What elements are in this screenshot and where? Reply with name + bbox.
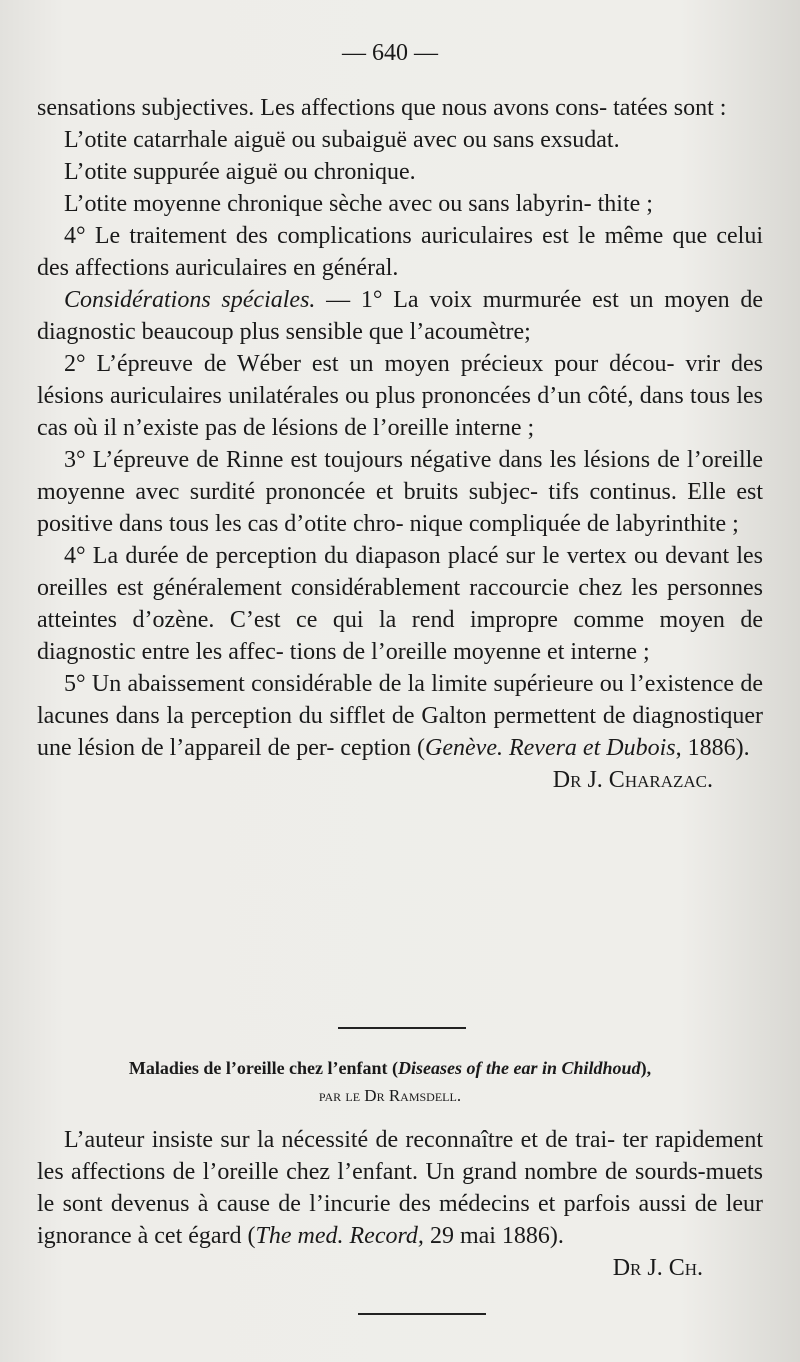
article-2-title-end: ), — [640, 1058, 652, 1078]
paragraph-otite-moyenne: L’otite moyenne chronique sèche avec ou sans labyrin- thite ; — [64, 191, 653, 217]
paragraph-otite-suppuree: L’otite suppurée aiguë ou chronique. — [64, 159, 416, 185]
article-2-date: 29 mai 1886). — [423, 1223, 564, 1249]
divider-rule — [338, 1027, 466, 1029]
article-1-body — [37, 92, 763, 796]
citation-italic: Genève. Revera et Dubois — [425, 735, 676, 761]
signature-charazac: Dr J. Charazac. — [552, 767, 713, 793]
divider-rule-bottom — [358, 1313, 486, 1315]
paragraph-continuation: sensations subjectives. Les affections que nous avons cons- tatées sont : — [37, 95, 727, 121]
citation-rest: , 1886). — [675, 735, 750, 761]
paragraph-galton — [37, 668, 763, 764]
special-considerations-label: Considérations spéciales. — [64, 287, 316, 313]
paragraph-otite-catarrhale: L’otite catarrhale aiguë ou subaiguë avec ou sans exsudat. — [64, 127, 620, 153]
article-2-title: Maladies de l’oreille chez l’enfant ( — [128, 1058, 399, 1078]
article-2-title-english: Diseases of the ear in Childhoud — [398, 1058, 641, 1078]
article-2-byline: par le Dr Ramsdell. — [318, 1086, 462, 1105]
article-2-paragraph — [37, 1124, 763, 1252]
special-considerations-text: — 1° La voix murmurée est un moyen de diagnostic beaucoup plus sensible que l’acoumètre; — [37, 287, 763, 345]
paragraph-special-considerations — [37, 284, 763, 348]
paragraph-rinne: 3° L’épreuve de Rinne est toujours négative dans les lésions de l’oreille moyenne avec surdité prononcée et bruits subjec- tifs continus. Elle est positive dans tous les cas d’otite chro- nique compliquée de labyrinthite ; — [37, 447, 763, 537]
signature-ch: Dr J. Ch. — [612, 1255, 703, 1281]
article-2-body — [37, 1124, 763, 1284]
page-number: — 640 — — [342, 40, 438, 66]
article-2-heading — [0, 1055, 780, 1081]
galton-text: 5° Un abaissement considérable de la limite supérieure ou l’existence de lacunes dans la perception du sifflet de Galton permettent de diagnostiquer une lésion de l’appareil de per- ception ( — [37, 671, 763, 761]
article-2-text: L’auteur insiste sur la nécessité de reconnaître et de trai- ter rapidement les affections de l’oreille chez l’enfant. Un grand nombre de sourds-muets le sont devenus à cause de l’incurie des médecins et parfois aussi de leur ignorance à cet égard ( — [37, 1127, 763, 1249]
paragraph-point-4: 4° Le traitement des complications auriculaires est le même que celui des affections auriculaires en général. — [37, 223, 763, 281]
paragraph-weber: 2° L’épreuve de Wéber est un moyen précieux pour décou- vrir des lésions auriculaires unilatérales ou plus prononcées d’un côté, dans tous les cas où il n’existe pas de lésions de l’oreille interne ; — [37, 351, 763, 441]
paragraph-diapason: 4° La durée de perception du diapason placé sur le vertex ou devant les oreilles est généralement considérablement raccourcie chez les personnes atteintes d’ozène. C’est ce qui la rend impropre comme moyen de diagnostic entre les affec- tions de l’oreille moyenne et interne ; — [37, 543, 763, 665]
article-2-source: The med. Record, — [255, 1223, 424, 1249]
